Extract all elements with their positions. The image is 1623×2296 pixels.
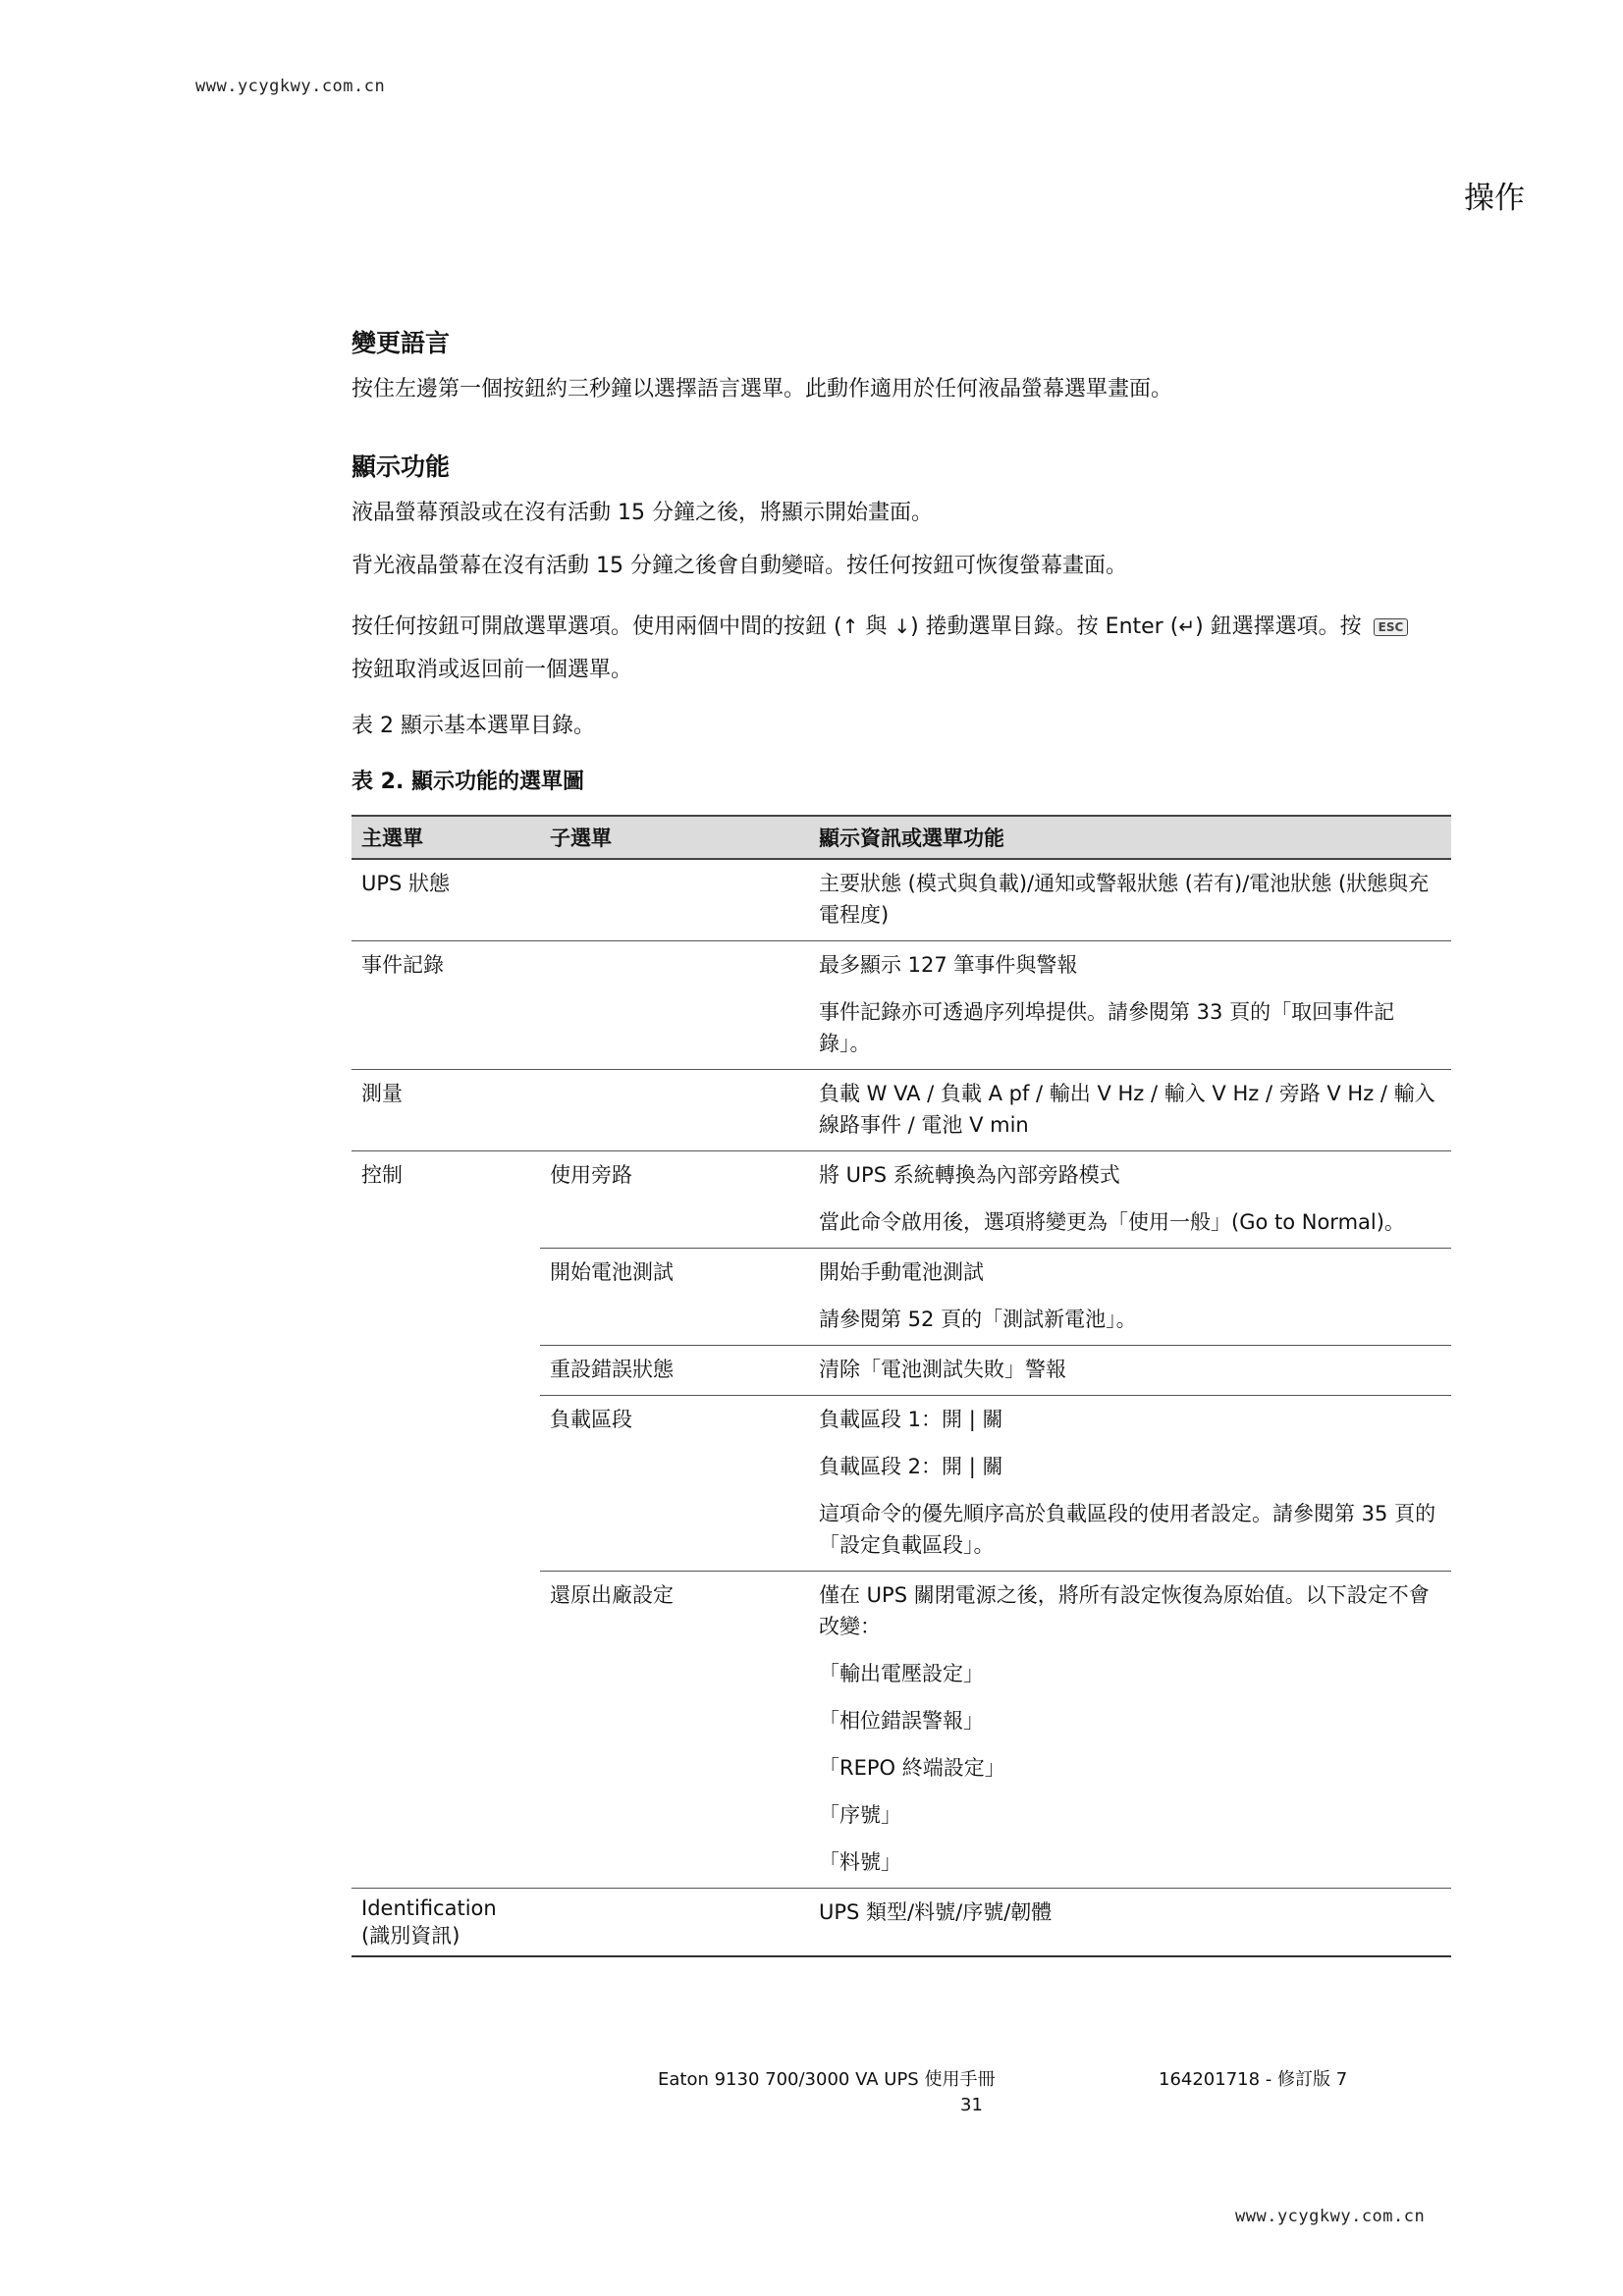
- cell-display-info: [809, 859, 1451, 941]
- display-paragraph-2: 背光液晶螢幕在沒有活動 15 分鐘之後會自動變暗。按任何按鈕可恢復螢幕畫面。: [352, 554, 1127, 578]
- cell-display-info: [809, 941, 1451, 1070]
- cell-main-menu: [352, 1396, 540, 1572]
- cell-line: 這項命令的優先順序高於負載區段的使用者設定。請參閱第 35 頁的「設定負載區段」。: [819, 1502, 1436, 1557]
- header-main-menu: 主選單: [352, 816, 540, 859]
- cell-submenu: [540, 1070, 809, 1151]
- cell-submenu: 負載區段: [540, 1396, 809, 1572]
- cell-main-menu: [352, 1346, 540, 1396]
- cell-submenu: 開始電池測試: [540, 1249, 809, 1346]
- cell-main-menu: UPS 狀態: [352, 859, 540, 941]
- table-row: [352, 1889, 1451, 1957]
- display-paragraph-1: 液晶螢幕預設或在沒有活動 15 分鐘之後，將顯示開始畫面。: [352, 501, 933, 525]
- cell-display-info: [809, 1889, 1451, 1957]
- cell-display-info: [809, 1070, 1451, 1151]
- cell-submenu: [540, 859, 809, 941]
- p3-text-c: ) 捲動選單目錄。按 Enter (: [910, 614, 1179, 639]
- table-row: [352, 1151, 1451, 1249]
- language-heading: 變更語言: [352, 329, 451, 357]
- table-title: 表 2. 顯示功能的選單圖: [352, 770, 584, 794]
- cell-line: UPS 類型/料號/序號/韌體: [819, 1900, 1053, 1924]
- cell-display-info: [809, 1151, 1451, 1249]
- cell-line: 「序號」: [819, 1803, 901, 1827]
- footer-doc-title: Eaton 9130 700/3000 VA UPS 使用手冊: [658, 2069, 996, 2090]
- cell-submenu: 還原出廠設定: [540, 1572, 809, 1889]
- page-number: 31: [960, 2095, 983, 2115]
- cell-line: 「輸出電壓設定」: [819, 1662, 984, 1685]
- header-submenu: 子選單: [540, 816, 809, 859]
- arrow-up-icon: ↑: [841, 614, 859, 638]
- watermark-top: www.ycygkwy.com.cn: [195, 77, 386, 96]
- table-body: [352, 859, 1451, 1956]
- p3-text-b: 與: [858, 614, 894, 639]
- display-paragraph-3: [352, 605, 1451, 692]
- display-paragraph-4: 表 2 顯示基本選單目錄。: [352, 714, 595, 738]
- cell-line: 負載 W VA / 負載 A pf / 輸出 V Hz / 輸入 V Hz / 旁路 V Hz / 輸入線路事件 / 電池 V min: [819, 1082, 1435, 1137]
- header-display-info: 顯示資訊或選單功能: [809, 816, 1451, 859]
- p3-text-e: 按鈕取消或返回前一個選單。: [352, 658, 633, 682]
- arrow-down-icon: ↓: [893, 614, 911, 638]
- cell-main-menu: 測量: [352, 1070, 540, 1151]
- cell-line: 「相位錯誤警報」: [819, 1709, 984, 1733]
- table-row: [352, 941, 1451, 1070]
- footer-revision: 164201718 - 修訂版 7: [1159, 2069, 1348, 2090]
- cell-submenu: [540, 941, 809, 1070]
- p3-text-a: 按任何按鈕可開啟選單選項。使用兩個中間的按鈕 (: [352, 614, 842, 639]
- esc-key-icon: ESC: [1374, 618, 1409, 636]
- cell-submenu: [540, 1889, 809, 1957]
- menu-table: [352, 815, 1451, 1957]
- language-paragraph: 按住左邊第一個按鈕約三秒鐘以選擇語言選單。此動作適用於任何液晶螢幕選單畫面。: [352, 377, 1173, 401]
- cell-line: 負載區段 2：開 | 關: [819, 1455, 1003, 1478]
- p3-text-d: ) 鈕選擇選項。按: [1195, 614, 1362, 639]
- enter-icon: ↵: [1178, 614, 1196, 638]
- cell-line: 事件記錄亦可透過序列埠提供。請參閱第 33 頁的「取回事件記錄」。: [819, 1000, 1395, 1055]
- cell-line: 主要狀態 (模式與負載)/通知或警報狀態 (若有)/電池狀態 (狀態與充電程度): [819, 872, 1430, 927]
- table-row: [352, 1396, 1451, 1572]
- cell-main-menu: [352, 1572, 540, 1889]
- cell-display-info: [809, 1346, 1451, 1396]
- watermark-bottom: www.ycygkwy.com.cn: [1235, 2207, 1426, 2226]
- cell-display-info: [809, 1396, 1451, 1572]
- cell-line: 開始手動電池測試: [819, 1260, 984, 1284]
- cell-line: 負載區段 1：開 | 關: [819, 1408, 1003, 1431]
- page-content: [352, 324, 1451, 1957]
- table-row: [352, 1346, 1451, 1396]
- cell-submenu: 使用旁路: [540, 1151, 809, 1249]
- cell-line: 「REPO 終端設定」: [819, 1756, 1005, 1780]
- cell-main-menu: 事件記錄: [352, 941, 540, 1070]
- cell-line: 最多顯示 127 筆事件與警報: [819, 953, 1078, 977]
- cell-display-info: [809, 1249, 1451, 1346]
- cell-line: 將 UPS 系統轉換為內部旁路模式: [819, 1163, 1120, 1187]
- table-row: [352, 1572, 1451, 1889]
- cell-submenu: 重設錯誤狀態: [540, 1346, 809, 1396]
- section-header: 操作: [1464, 181, 1525, 216]
- table-header-row: [352, 816, 1451, 859]
- cell-line: 「料號」: [819, 1850, 901, 1874]
- table-row: [352, 1070, 1451, 1151]
- cell-main-menu: Identification (識別資訊): [352, 1889, 540, 1957]
- cell-line: 清除「電池測試失敗」警報: [819, 1358, 1066, 1381]
- cell-display-info: [809, 1572, 1451, 1889]
- cell-line: 僅在 UPS 關閉電源之後，將所有設定恢復為原始值。以下設定不會改變：: [819, 1583, 1430, 1638]
- cell-line: 請參閱第 52 頁的「測試新電池」。: [819, 1308, 1137, 1331]
- cell-main-menu: 控制: [352, 1151, 540, 1249]
- cell-line: 當此命令啟用後，選項將變更為「使用一般」(Go to Normal)。: [819, 1210, 1405, 1234]
- cell-main-menu: [352, 1249, 540, 1346]
- display-heading: 顯示功能: [352, 453, 451, 481]
- table-row: [352, 1249, 1451, 1346]
- table-row: [352, 859, 1451, 941]
